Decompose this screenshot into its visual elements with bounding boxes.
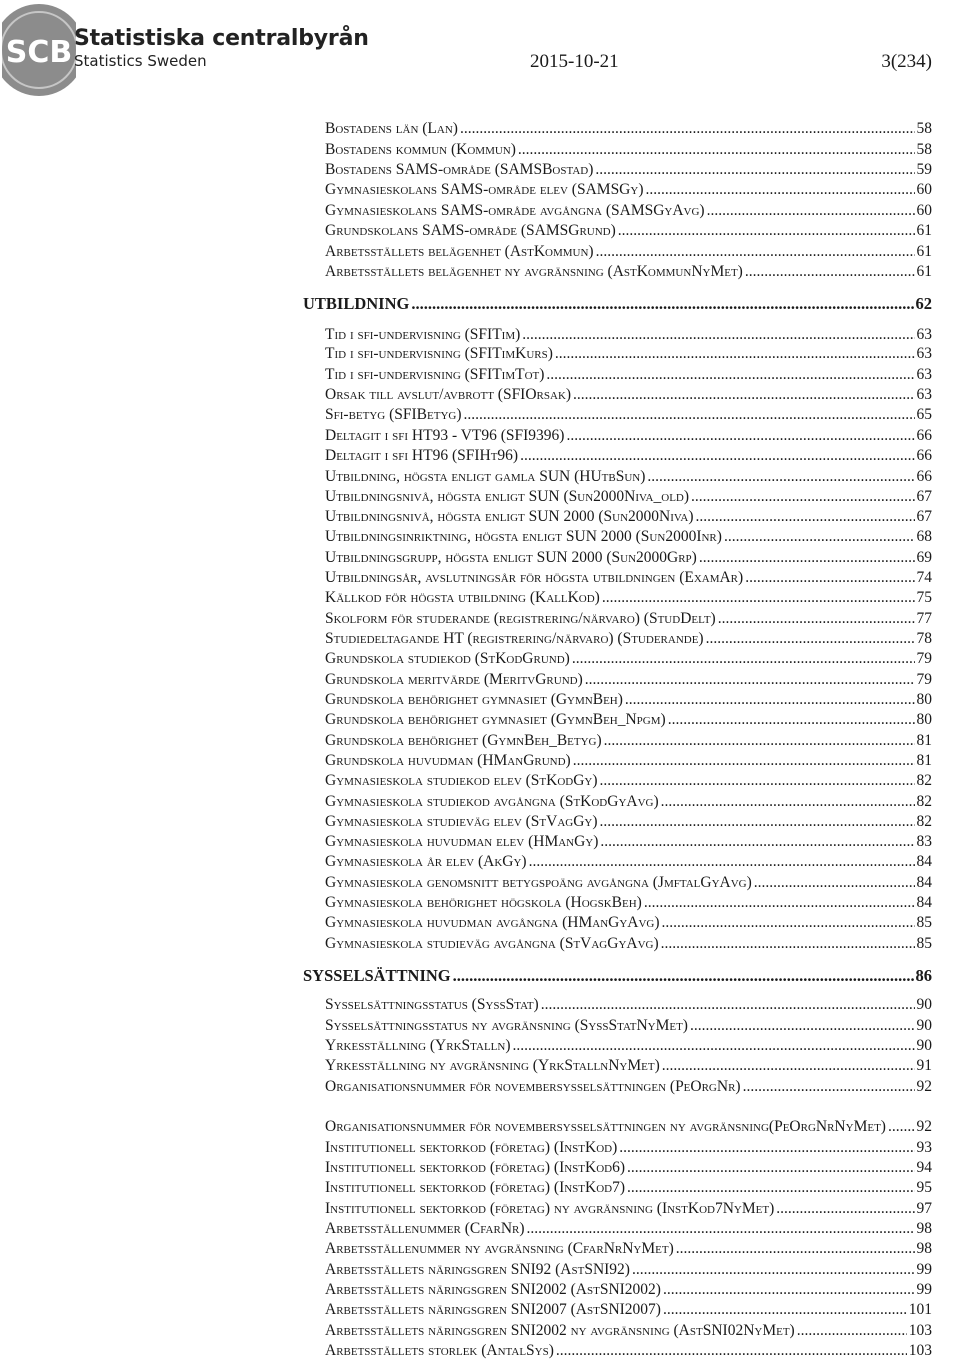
toc-entry[interactable] bbox=[325, 569, 932, 587]
toc-entry[interactable] bbox=[325, 386, 932, 404]
toc-entry-page: 67 bbox=[916, 508, 932, 525]
toc-section[interactable] bbox=[303, 966, 932, 986]
toc-entry-page: 85 bbox=[916, 914, 932, 931]
toc-entry[interactable] bbox=[325, 1240, 932, 1258]
toc-entry-page: 81 bbox=[916, 732, 932, 749]
toc-entry-page: 84 bbox=[916, 853, 932, 870]
toc-entry[interactable] bbox=[325, 1301, 932, 1319]
toc-entry[interactable] bbox=[325, 894, 932, 912]
toc-entry[interactable] bbox=[325, 1261, 932, 1279]
toc-entry-page: 80 bbox=[916, 711, 932, 728]
dot-leader bbox=[662, 1057, 915, 1075]
toc-entry-page: 103 bbox=[908, 1342, 932, 1359]
toc-entry[interactable] bbox=[325, 1281, 932, 1299]
toc-entry[interactable] bbox=[325, 691, 932, 709]
dot-leader bbox=[518, 141, 915, 159]
toc-entry[interactable] bbox=[325, 1159, 932, 1177]
toc-entry[interactable] bbox=[325, 1017, 932, 1035]
dot-leader bbox=[625, 691, 915, 709]
toc-entry-page: 84 bbox=[916, 874, 932, 891]
dot-leader bbox=[572, 650, 915, 668]
toc-entry-label: Grundskola studiekod (StKodGrund) bbox=[325, 650, 570, 667]
toc-entry-page: 65 bbox=[916, 406, 932, 423]
dot-leader bbox=[555, 345, 915, 363]
dot-leader bbox=[632, 1261, 915, 1279]
toc-entry-label: Grundskola behörighet gymnasiet (GymnBeh_Npgm) bbox=[325, 711, 666, 728]
toc-entry-label: Utbildningsinriktning, högsta enligt SUN 2000 (Sun2000Inr) bbox=[325, 528, 722, 545]
toc-entry-page: 61 bbox=[916, 243, 932, 260]
toc-entry-page: 63 bbox=[916, 386, 932, 403]
toc-entry-label-line1: Organisationsnummer för novembersysselsättningen ny avgränsning bbox=[325, 1118, 769, 1135]
toc-entry-label: Tid i sfi-undervisning (SFITimTot) bbox=[325, 366, 545, 383]
toc-entry-page: 90 bbox=[916, 996, 932, 1013]
dot-leader bbox=[661, 793, 915, 811]
toc-entry-page: 86 bbox=[915, 966, 932, 985]
toc-entry-label: Gymnasieskola huvudman elev (HManGy) bbox=[325, 833, 599, 850]
toc-entry-page: 99 bbox=[916, 1261, 932, 1278]
toc-entry-label: Grundskolans SAMS-område (SAMSGrund) bbox=[325, 222, 616, 239]
svg-text:SCB: SCB bbox=[5, 35, 73, 70]
toc-entry-label: Utbildningsår, avslutningsår för högsta utbildningen (ExamAr) bbox=[325, 569, 744, 586]
toc-entry-page: 91 bbox=[916, 1057, 932, 1074]
toc-entry-page: 77 bbox=[916, 610, 932, 627]
toc-entry-page: 83 bbox=[916, 833, 932, 850]
toc-entry-label: Deltagit i sfi HT93 - VT96 (SFI9396) bbox=[325, 427, 565, 444]
dot-leader bbox=[662, 914, 915, 932]
toc-entry-page: 85 bbox=[916, 935, 932, 952]
toc-entry-page: 81 bbox=[916, 752, 932, 769]
dot-leader bbox=[699, 549, 915, 567]
toc-entry-label: Utbildning, högsta enligt gamla SUN (HUtbSun) bbox=[325, 468, 646, 485]
toc-entry[interactable] bbox=[325, 468, 932, 486]
toc-entry-label: Arbetsställets belägenhet (AstKommun) bbox=[325, 243, 594, 260]
toc-entry-label: Arbetsställets näringsgren SNI2007 (AstSNI2007) bbox=[325, 1301, 661, 1318]
toc-entry[interactable] bbox=[325, 1322, 932, 1340]
dot-leader bbox=[745, 263, 915, 281]
toc-entry[interactable] bbox=[325, 263, 932, 281]
toc-entry[interactable] bbox=[325, 630, 932, 648]
toc-entry-label: Tid i sfi-undervisning (SFITimKurs) bbox=[325, 345, 553, 362]
toc-entry-label: Gymnasieskola studieväg elev (StVagGy) bbox=[325, 813, 598, 830]
toc-entry-page: 79 bbox=[916, 671, 932, 688]
page-number: 3(234) bbox=[881, 51, 932, 72]
toc-entry[interactable] bbox=[325, 752, 932, 770]
toc-entry-label: Gymnasieskolans SAMS-område elev (SAMSGy) bbox=[325, 181, 644, 198]
toc-entry-page: 69 bbox=[916, 549, 932, 566]
toc-entry[interactable] bbox=[325, 345, 932, 363]
toc-entry-page: 78 bbox=[916, 630, 932, 647]
toc-entry-page: 93 bbox=[916, 1139, 932, 1156]
toc-entry[interactable] bbox=[325, 549, 932, 567]
toc-entry[interactable] bbox=[325, 141, 932, 159]
toc-entry-label: Arbetsställets storlek (AntalSys) bbox=[325, 1342, 554, 1359]
toc-entry-page: 82 bbox=[916, 772, 932, 789]
dot-leader bbox=[556, 1342, 907, 1360]
toc-entry-label: Gymnasieskola studiekod avgångna (StKodGyAvg) bbox=[325, 793, 659, 810]
dot-leader bbox=[464, 406, 915, 424]
dot-leader bbox=[754, 874, 915, 892]
toc-entry-page: 90 bbox=[916, 1037, 932, 1054]
toc-entry-label: Organisationsnummer för novembersysselsättningen (PeOrgNr) bbox=[325, 1078, 741, 1095]
dot-leader bbox=[676, 1240, 915, 1258]
dot-leader bbox=[661, 935, 915, 953]
toc-entry-page: 63 bbox=[916, 366, 932, 383]
toc-entry-page: 66 bbox=[916, 468, 932, 485]
toc-section[interactable] bbox=[303, 294, 932, 314]
dot-leader bbox=[706, 630, 915, 648]
dot-leader bbox=[546, 366, 914, 384]
toc-entry-label: Sysselsättningsstatus (SyssStat) bbox=[325, 996, 539, 1013]
toc-entry-label: SYSSELSÄTTNING bbox=[303, 966, 451, 985]
dot-leader bbox=[585, 671, 915, 689]
toc-entry[interactable] bbox=[325, 161, 932, 179]
toc-entry-page: 59 bbox=[916, 161, 932, 178]
dot-leader bbox=[604, 732, 915, 750]
toc-entry-label: Sysselsättningsstatus ny avgränsning (SyssStatNyMet) bbox=[325, 1017, 688, 1034]
toc-entry[interactable] bbox=[325, 488, 932, 506]
toc-entry-page: 60 bbox=[916, 181, 932, 198]
toc-entry-label: Arbetsställenummer ny avgränsning (CfarNrNyMet) bbox=[325, 1240, 674, 1257]
dot-leader bbox=[647, 468, 914, 486]
dot-leader bbox=[724, 528, 915, 546]
dot-leader bbox=[573, 752, 915, 770]
toc-entry[interactable] bbox=[325, 711, 932, 729]
toc-entry-label: Deltagit i sfi HT96 (SFIHt96) bbox=[325, 447, 519, 464]
toc-entry-page: 99 bbox=[916, 1281, 932, 1298]
toc-entry-label: Studiedeltagande HT (registrering/närvaro) (Studerande) bbox=[325, 630, 704, 647]
dot-leader bbox=[522, 326, 914, 344]
dot-leader bbox=[541, 996, 915, 1014]
dot-leader bbox=[707, 202, 915, 220]
toc-entry-page: 58 bbox=[916, 141, 932, 158]
toc-entry[interactable] bbox=[325, 874, 932, 892]
toc-entry-page: 66 bbox=[916, 447, 932, 464]
dot-leader bbox=[618, 222, 915, 240]
toc-entry-label: Arbetsställets belägenhet ny avgränsning (AstKommunNyMet) bbox=[325, 263, 743, 280]
toc-entry-page: 74 bbox=[916, 569, 932, 586]
toc-entry[interactable] bbox=[325, 427, 932, 445]
toc-entry[interactable] bbox=[325, 793, 932, 811]
toc-entry-page: 98 bbox=[916, 1220, 932, 1237]
toc-entry-label: Arbetsställets näringsgren SNI2002 ny avgränsning (AstSNI02NyMet) bbox=[325, 1322, 795, 1339]
dot-leader bbox=[596, 243, 915, 261]
toc-entry-label: Institutionell sektorkod (företag) (InstKod6) bbox=[325, 1159, 625, 1176]
dot-leader bbox=[602, 589, 915, 607]
toc-entry-label: Bostadens SAMS-område (SAMSBostad) bbox=[325, 161, 594, 178]
dot-leader bbox=[646, 181, 915, 199]
toc-entry-label: Grundskola behörighet gymnasiet (GymnBeh) bbox=[325, 691, 623, 708]
toc-entry-label: Gymnasieskolans SAMS-område avgångna (SAMSGyAvg) bbox=[325, 202, 705, 219]
toc-entry-label: Gymnasieskola genomsnitt betygspoäng avgångna (JmftalGyAvg) bbox=[325, 874, 752, 891]
toc-entry[interactable] bbox=[325, 813, 932, 831]
toc-entry[interactable] bbox=[325, 120, 932, 138]
toc-entry-page: 84 bbox=[916, 894, 932, 911]
toc-entry-page: 92 bbox=[916, 1078, 932, 1095]
toc-entry-label: Institutionell sektorkod (företag) ny avgränsning (InstKod7NyMet) bbox=[325, 1200, 775, 1217]
toc-entry-label: UTBILDNING bbox=[303, 294, 410, 313]
toc-entry[interactable] bbox=[325, 671, 932, 689]
toc-entry[interactable] bbox=[325, 610, 932, 628]
toc-entry-label: Källkod för högsta utbildning (KallKod) bbox=[325, 589, 600, 606]
dot-leader bbox=[566, 427, 914, 445]
dot-leader bbox=[453, 966, 914, 986]
toc-entry[interactable] bbox=[325, 528, 932, 546]
toc-entry[interactable] bbox=[325, 650, 932, 668]
toc-entry-label: Grundskola behörighet (GymnBeh_Betyg) bbox=[325, 732, 602, 749]
toc-entry[interactable] bbox=[325, 772, 932, 790]
toc-entry-label: Utbildningsnivå, högsta enligt SUN 2000 (Sun2000Niva) bbox=[325, 508, 694, 525]
dot-leader bbox=[573, 386, 914, 404]
toc-entry-page: 92 bbox=[916, 1118, 932, 1135]
toc-entry[interactable] bbox=[325, 1118, 932, 1136]
toc-entry-page: 58 bbox=[916, 120, 932, 137]
toc-entry-page: 62 bbox=[915, 294, 932, 313]
toc-entry-page: 80 bbox=[916, 691, 932, 708]
toc-entry-label: Gymnasieskola studieväg avgångna (StVagGyAvg) bbox=[325, 935, 659, 952]
dot-leader bbox=[411, 294, 913, 314]
dot-leader bbox=[663, 1301, 907, 1319]
toc-entry[interactable] bbox=[325, 366, 932, 384]
dot-leader bbox=[776, 1200, 914, 1218]
dot-leader bbox=[718, 610, 915, 628]
toc-entry-label: Bostadens kommun (Kommun) bbox=[325, 141, 516, 158]
dot-leader bbox=[663, 1281, 915, 1299]
toc-entry-page: 63 bbox=[916, 326, 932, 343]
toc-entry[interactable] bbox=[325, 853, 932, 871]
toc-entry[interactable] bbox=[325, 1037, 932, 1055]
dot-leader bbox=[520, 447, 914, 465]
org-name: Statistiska centralbyrån bbox=[74, 26, 369, 51]
toc-entry-label: Orsak till avslut/avbrott (SFIOrsak) bbox=[325, 386, 572, 403]
toc-entry-label: Arbetsställenummer (CfarNr) bbox=[325, 1220, 525, 1237]
toc-entry-page: 82 bbox=[916, 793, 932, 810]
toc-entry-page: 63 bbox=[916, 345, 932, 362]
toc-entry-label: Arbetsställets näringsgren SNI2002 (AstSNI2002) bbox=[325, 1281, 661, 1298]
toc-entry[interactable] bbox=[325, 1200, 932, 1218]
dot-leader bbox=[743, 1078, 915, 1096]
toc-entry[interactable] bbox=[325, 1078, 932, 1096]
toc-entry[interactable] bbox=[325, 732, 932, 750]
toc-entry-label: Gymnasieskola huvudman avgångna (HManGyAvg) bbox=[325, 914, 660, 931]
toc-entry-label: Gymnasieskola behörighet högskola (HogskBeh) bbox=[325, 894, 642, 911]
dot-leader bbox=[644, 894, 915, 912]
toc-entry[interactable] bbox=[325, 202, 932, 220]
dot-leader bbox=[888, 1118, 915, 1136]
toc-entry-page: 95 bbox=[916, 1179, 932, 1196]
dot-leader bbox=[691, 488, 914, 506]
dot-leader bbox=[668, 711, 915, 729]
toc-entry[interactable] bbox=[325, 406, 932, 424]
toc-entry-page: 90 bbox=[916, 1017, 932, 1034]
toc-entry[interactable] bbox=[325, 508, 932, 526]
toc-entry-label: Institutionell sektorkod (företag) (InstKod7) bbox=[325, 1179, 625, 1196]
toc-entry-label: Gymnasieskola studiekod elev (StKodGy) bbox=[325, 772, 598, 789]
dot-leader bbox=[460, 120, 915, 138]
dot-leader bbox=[529, 853, 915, 871]
toc-entry[interactable] bbox=[325, 181, 932, 199]
toc-entry-label: Arbetsställets näringsgren SNI92 (AstSNI92) bbox=[325, 1261, 630, 1278]
toc-entry[interactable] bbox=[325, 996, 932, 1014]
toc-entry[interactable] bbox=[325, 447, 932, 465]
toc-entry-page: 75 bbox=[916, 589, 932, 606]
toc-entry-label: Grundskola huvudman (HManGrund) bbox=[325, 752, 571, 769]
dot-leader bbox=[512, 1037, 914, 1055]
toc-entry[interactable] bbox=[325, 1220, 932, 1238]
toc-entry-page: 60 bbox=[916, 202, 932, 219]
toc-entry-page: 61 bbox=[916, 222, 932, 239]
dot-leader bbox=[600, 772, 915, 790]
dot-leader bbox=[600, 813, 915, 831]
toc-entry-page: 66 bbox=[916, 427, 932, 444]
toc-entry-page: 98 bbox=[916, 1240, 932, 1257]
toc-entry-label: (PeOrgNrNyMet) bbox=[768, 1118, 886, 1135]
toc-entry-page: 94 bbox=[916, 1159, 932, 1176]
toc-entry-label: Sfi-betyg (SFIBetyg) bbox=[325, 406, 462, 423]
dot-leader bbox=[527, 1220, 915, 1238]
toc-entry-label: Institutionell sektorkod (företag) (InstKod) bbox=[325, 1139, 618, 1156]
toc-entry-page: 67 bbox=[916, 488, 932, 505]
toc-entry-label: Gymnasieskola år elev (AkGy) bbox=[325, 853, 527, 870]
toc-entry-label: Grundskola meritvärde (MeritvGrund) bbox=[325, 671, 583, 688]
dot-leader bbox=[619, 1139, 914, 1157]
toc-entry-page: 97 bbox=[916, 1200, 932, 1217]
dot-leader bbox=[696, 508, 915, 526]
dot-leader bbox=[627, 1179, 915, 1197]
document-date: 2015-10-21 bbox=[530, 51, 619, 72]
dot-leader bbox=[745, 569, 914, 587]
toc-entry[interactable] bbox=[325, 1342, 932, 1360]
toc-entry[interactable] bbox=[325, 914, 932, 932]
toc-entry-label: Utbildningsnivå, högsta enligt SUN (Sun2000Niva_old) bbox=[325, 488, 690, 505]
toc-entry-page: 68 bbox=[916, 528, 932, 545]
toc-entry-label: Yrkesställning ny avgränsning (YrkStallnNyMet) bbox=[325, 1057, 660, 1074]
toc-entry-label: Yrkesställning (YrkStalln) bbox=[325, 1037, 511, 1054]
toc-entry[interactable] bbox=[325, 243, 932, 261]
toc-entry[interactable] bbox=[325, 1139, 932, 1157]
dot-leader bbox=[600, 833, 914, 851]
toc-entry-page: 79 bbox=[916, 650, 932, 667]
toc-entry-label: Skolform för studerande (registrering/närvaro) (StudDelt) bbox=[325, 610, 716, 627]
toc-entry-label: Utbildningsgrupp, högsta enligt SUN 2000 (Sun2000Grp) bbox=[325, 549, 697, 566]
toc-entry[interactable] bbox=[325, 833, 932, 851]
toc-entry[interactable] bbox=[325, 589, 932, 607]
toc-entry-label: Bostadens län (Lan) bbox=[325, 120, 458, 137]
toc-entry[interactable] bbox=[325, 1057, 932, 1075]
toc-entry-page: 103 bbox=[908, 1322, 932, 1339]
toc-entry-page: 101 bbox=[908, 1301, 932, 1318]
toc-entry-page: 61 bbox=[916, 263, 932, 280]
org-name-en: Statistics Sweden bbox=[74, 52, 207, 70]
dot-leader bbox=[627, 1159, 915, 1177]
toc-entry[interactable] bbox=[325, 1179, 932, 1197]
toc-entry-page: 82 bbox=[916, 813, 932, 830]
dot-leader bbox=[797, 1322, 907, 1340]
dot-leader bbox=[595, 161, 914, 179]
dot-leader bbox=[690, 1017, 915, 1035]
toc-entry[interactable] bbox=[325, 222, 932, 240]
toc-entry[interactable] bbox=[325, 935, 932, 953]
toc-entry-label: Tid i sfi-undervisning (SFITim) bbox=[325, 326, 521, 343]
toc-entry[interactable] bbox=[325, 326, 932, 344]
